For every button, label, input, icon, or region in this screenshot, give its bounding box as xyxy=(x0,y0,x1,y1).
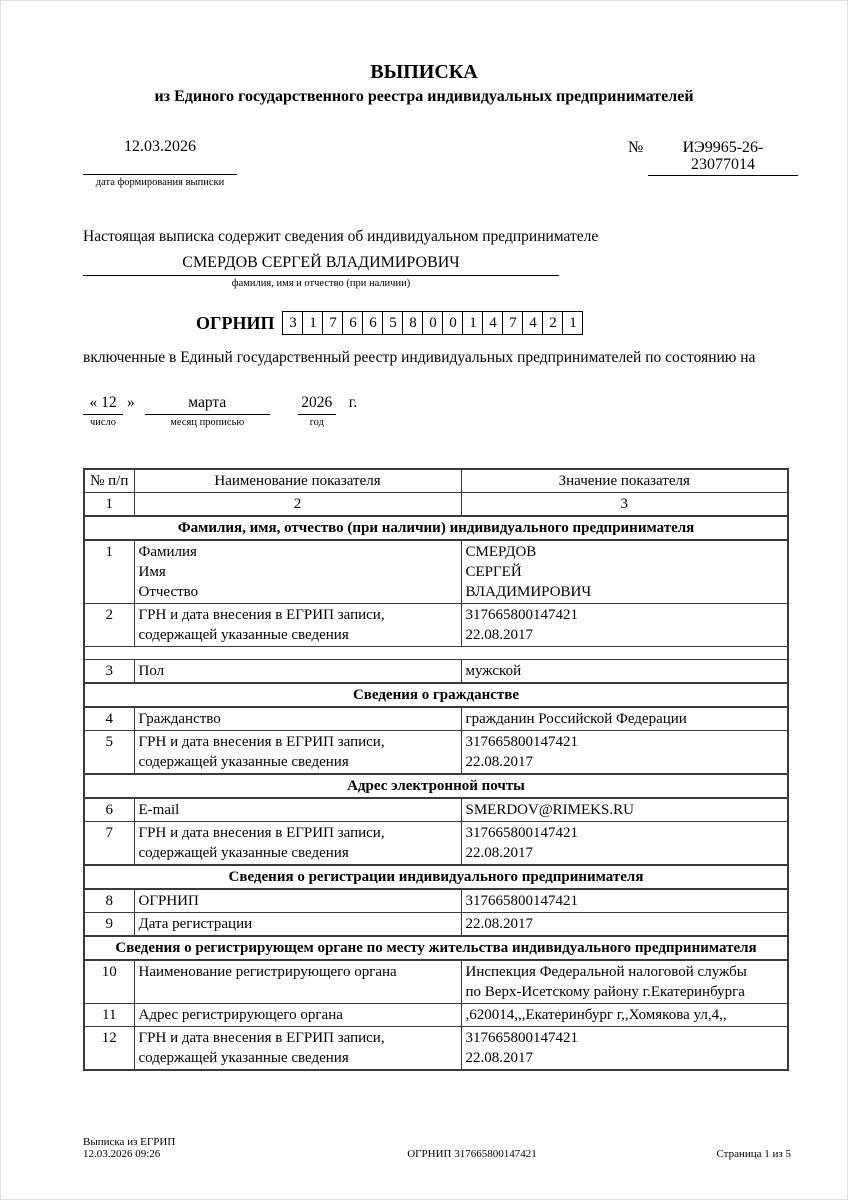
table-row xyxy=(84,604,788,647)
table-colnum-row xyxy=(84,493,788,517)
row-value: ,620014,,,Екатеринбург г,,Хомякова ул,4,, xyxy=(461,1004,788,1027)
table-row xyxy=(84,798,788,822)
row-number: 1 xyxy=(84,540,134,604)
document-title: ВЫПИСКА xyxy=(370,61,478,83)
row-name: ОГРНИП xyxy=(134,889,461,913)
month-caption: месяц прописью xyxy=(170,417,245,428)
ogrnip-digit-box: 1 xyxy=(562,311,583,335)
entrepreneur-name: СМЕРДОВ СЕРГЕЙ ВЛАДИМИРОВИЧ xyxy=(83,253,559,276)
year-caption: год xyxy=(309,417,324,428)
row-name: Пол xyxy=(134,660,461,684)
issue-date-block xyxy=(83,139,237,189)
entrepreneur-name-block xyxy=(83,253,559,290)
ogrnip-digit-box: 6 xyxy=(342,311,363,335)
day-close-quote: » xyxy=(127,394,135,411)
table-section-row xyxy=(84,516,788,540)
document-number-line1: ИЭ9965-26- xyxy=(682,139,764,156)
ogrnip-label: ОГРНИП xyxy=(196,313,275,333)
footer-left xyxy=(83,1136,313,1160)
year-suffix: г. xyxy=(348,394,358,411)
section-title: Сведения о регистрирующем органе по месту жительства индивидуального предпринимателя xyxy=(84,936,788,960)
ogrnip-digit-box: 1 xyxy=(302,311,323,335)
ogrnip-digit-box: 7 xyxy=(502,311,523,335)
document-number xyxy=(648,139,798,176)
ogrnip-digit-box: 7 xyxy=(322,311,343,335)
day-caption: число xyxy=(89,417,117,428)
ogrnip-digit-box: 0 xyxy=(442,311,463,335)
row-name: Фамилия Имя Отчество xyxy=(134,540,461,604)
issue-date-caption: дата формирования выписки xyxy=(95,177,225,188)
table-section-row xyxy=(84,936,788,960)
ogrnip-digit-box: 5 xyxy=(382,311,403,335)
row-name: Дата регистрации xyxy=(134,913,461,937)
day-value: « 12 xyxy=(83,395,123,415)
document-number-block xyxy=(628,139,798,176)
row-name: ГРН и дата внесения в ЕГРИП записи, содержащей указанные сведения xyxy=(134,604,461,647)
table-row xyxy=(84,960,788,1004)
section-title: Сведения о гражданстве xyxy=(84,683,788,707)
table-header-row xyxy=(84,469,788,493)
section-title: Фамилия, имя, отчество (при наличии) индивидуального предпринимателя xyxy=(84,516,788,540)
month-value: марта xyxy=(145,395,270,415)
row-value: гражданин Российской Федерации xyxy=(461,707,788,731)
intro-line: Настоящая выписка содержит сведения об индивидуальном предпринимателе xyxy=(83,228,599,245)
row-number: 4 xyxy=(84,707,134,731)
table-row xyxy=(84,1027,788,1071)
row-name: ГРН и дата внесения в ЕГРИП записи, содержащей указанные сведения xyxy=(134,822,461,866)
row-number: 12 xyxy=(84,1027,134,1071)
ogrnip-digit-box: 6 xyxy=(362,311,383,335)
row-number: 9 xyxy=(84,913,134,937)
section-title: Сведения о регистрации индивидуального предпринимателя xyxy=(84,865,788,889)
row-number: 2 xyxy=(84,604,134,647)
entrepreneur-name-caption: фамилия, имя и отчество (при наличии) xyxy=(231,278,411,289)
row-number: 11 xyxy=(84,1004,134,1027)
ogrnip-block xyxy=(83,311,583,335)
number-sign: № xyxy=(628,139,644,156)
colnum-2: 2 xyxy=(134,493,461,517)
table-section-row xyxy=(84,683,788,707)
year-field xyxy=(298,395,336,429)
ogrnip-digit-box: 4 xyxy=(482,311,503,335)
ogrnip-digit-box: 8 xyxy=(402,311,423,335)
table-row xyxy=(84,731,788,775)
row-number: 10 xyxy=(84,960,134,1004)
row-number: 5 xyxy=(84,731,134,775)
header-name: Наименование показателя xyxy=(134,469,461,493)
table-row xyxy=(84,913,788,937)
row-value: 317665800147421 22.08.2017 xyxy=(461,604,788,647)
row-name: E-mail xyxy=(134,798,461,822)
included-text: включенные в Единый государственный реестр индивидуальных предпринимателей по состоянию на xyxy=(83,349,756,366)
row-value: 317665800147421 22.08.2017 xyxy=(461,1027,788,1071)
row-number: 8 xyxy=(84,889,134,913)
row-number: 7 xyxy=(84,822,134,866)
ogrnip-digit-box: 3 xyxy=(282,311,303,335)
day-field xyxy=(83,395,123,429)
row-value: мужской xyxy=(461,660,788,684)
row-value: 317665800147421 xyxy=(461,889,788,913)
footer-datetime: 12.03.2026 09:26 xyxy=(83,1148,161,1160)
row-name: Гражданство xyxy=(134,707,461,731)
year-value: 2026 xyxy=(298,395,336,415)
colnum-3: 3 xyxy=(461,493,788,517)
row-name: ГРН и дата внесения в ЕГРИП записи, содержащей указанные сведения xyxy=(134,731,461,775)
document-subtitle: из Единого государственного реестра индивидуальных предпринимателей xyxy=(154,88,694,105)
row-number: 3 xyxy=(84,660,134,684)
footer-ogrnip: ОГРНИП 317665800147421 xyxy=(407,1148,537,1160)
table-section-row xyxy=(84,865,788,889)
table-spacer-row xyxy=(84,647,788,660)
page-footer xyxy=(83,1136,791,1160)
row-name: ГРН и дата внесения в ЕГРИП записи, содержащей указанные сведения xyxy=(134,1027,461,1071)
ogrnip-digit-box: 1 xyxy=(462,311,483,335)
table-row xyxy=(84,1004,788,1027)
table-row xyxy=(84,889,788,913)
footer-doc-type: Выписка из ЕГРИП xyxy=(83,1136,176,1148)
footer-page-number: Страница 1 из 5 xyxy=(716,1148,791,1160)
row-value: 317665800147421 22.08.2017 xyxy=(461,822,788,866)
ogrnip-digit-box: 4 xyxy=(522,311,543,335)
row-value: Инспекция Федеральной налоговой службы по Верх-Исетскому району г.Екатеринбурга xyxy=(461,960,788,1004)
row-name: Наименование регистрирующего органа xyxy=(134,960,461,1004)
row-value: SMERDOV@RIMEKS.RU xyxy=(461,798,788,822)
table-row xyxy=(84,822,788,866)
row-number: 6 xyxy=(84,798,134,822)
ogrnip-digit-box: 2 xyxy=(542,311,563,335)
row-value: 317665800147421 22.08.2017 xyxy=(461,731,788,775)
table-section-row xyxy=(84,774,788,798)
month-field xyxy=(145,395,270,429)
document-number-line2: 23077014 xyxy=(691,156,755,173)
table-row xyxy=(84,660,788,684)
header-value: Значение показателя xyxy=(461,469,788,493)
row-value: 22.08.2017 xyxy=(461,913,788,937)
table-row xyxy=(84,707,788,731)
colnum-1: 1 xyxy=(84,493,134,517)
ogrnip-digit-boxes xyxy=(283,311,583,335)
date-in-words xyxy=(83,395,357,429)
ogrnip-digit-box: 0 xyxy=(422,311,443,335)
issue-date: 12.03.2026 xyxy=(124,138,196,155)
row-value: СМЕРДОВ СЕРГЕЙ ВЛАДИМИРОВИЧ xyxy=(461,540,788,604)
row-name: Адрес регистрирующего органа xyxy=(134,1004,461,1027)
table-row xyxy=(84,540,788,604)
section-title: Адрес электронной почты xyxy=(84,774,788,798)
registry-table xyxy=(83,468,789,1071)
header-num: № п/п xyxy=(84,469,134,493)
